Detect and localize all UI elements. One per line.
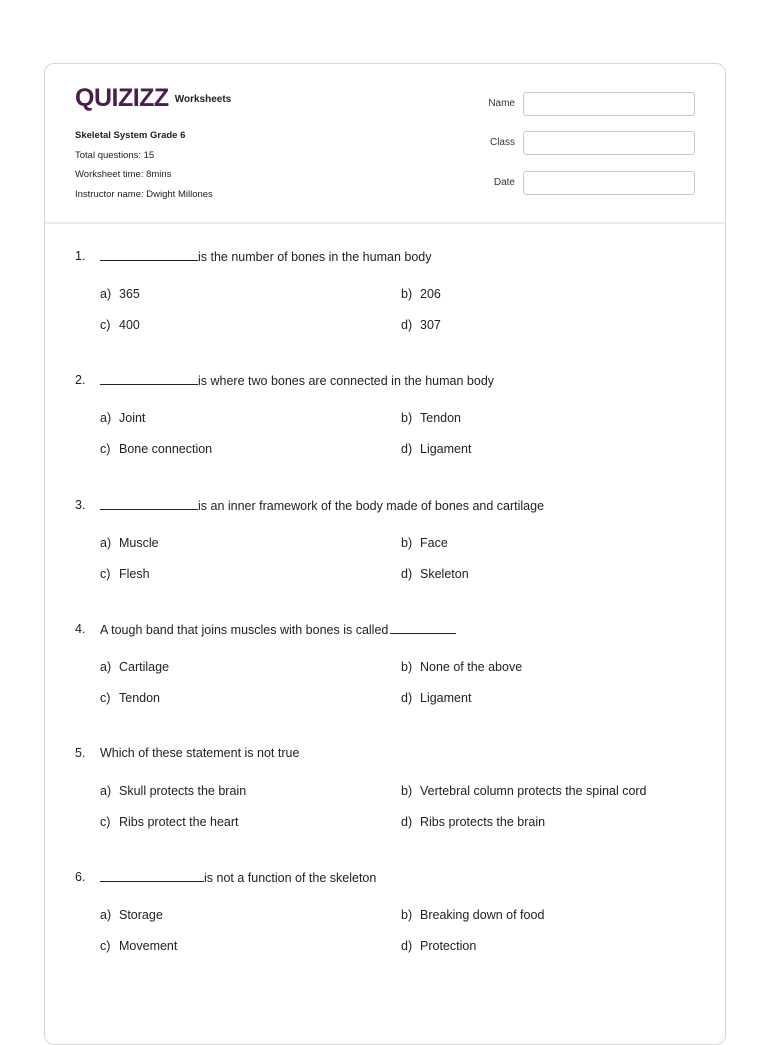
option-c[interactable]: c) Ribs protect the heart <box>100 815 239 830</box>
option-d[interactable]: d) Protection <box>401 939 477 954</box>
worksheet-page <box>44 63 726 1045</box>
class-input[interactable] <box>523 131 695 155</box>
option-d[interactable]: d) 307 <box>401 318 441 332</box>
class-label: Class <box>489 137 515 148</box>
option-b[interactable]: b) None of the above <box>401 659 523 674</box>
option-b[interactable]: b) Vertebral column protects the spinal cord <box>401 784 647 799</box>
question-number: 5. <box>75 746 86 761</box>
date-label: Date <box>493 177 515 188</box>
option-a[interactable]: a) 365 <box>100 287 140 301</box>
date-field <box>445 171 695 195</box>
question-5 <box>75 743 695 867</box>
question-number: 3. <box>75 497 86 512</box>
name-field <box>445 92 695 116</box>
option-d[interactable]: d) Ligament <box>401 442 472 457</box>
option-b[interactable]: b) Face <box>401 535 448 550</box>
question-text: is not a function of the skeleton <box>100 867 376 888</box>
worksheet-title: Skeletal System Grade 6 <box>75 130 186 141</box>
question-text: A tough band that joins muscles with bones is called <box>100 619 456 640</box>
total-questions: Total questions: 15 <box>75 149 155 161</box>
question-text: Which of these statement is not true <box>100 746 300 761</box>
option-b[interactable]: b) Breaking down of food <box>401 908 545 923</box>
answer-blank <box>100 246 198 261</box>
question-number: 4. <box>75 621 86 636</box>
question-3 <box>75 495 695 619</box>
option-c[interactable]: c) Bone connection <box>100 442 213 457</box>
option-b[interactable]: b) Tendon <box>401 411 462 426</box>
name-input[interactable] <box>523 92 695 116</box>
option-c[interactable]: c) Tendon <box>100 690 161 705</box>
option-d[interactable]: d) Ribs protects the brain <box>401 815 546 830</box>
class-field <box>445 131 695 155</box>
answer-blank <box>100 495 198 510</box>
question-2 <box>75 370 695 494</box>
question-4 <box>75 619 695 743</box>
name-label: Name <box>488 98 515 109</box>
question-list <box>75 246 695 992</box>
logo-wordmark: QUIZIZZ <box>75 84 169 112</box>
answer-blank <box>100 867 204 882</box>
option-a[interactable]: a) Joint <box>100 411 146 426</box>
worksheet-header <box>45 64 725 224</box>
answer-blank <box>390 619 456 634</box>
option-d[interactable]: d) Skeleton <box>401 566 469 581</box>
date-input[interactable] <box>523 171 695 195</box>
option-d[interactable]: d) Ligament <box>401 690 472 705</box>
option-c[interactable]: c) 400 <box>100 318 140 332</box>
option-a[interactable]: a) Muscle <box>100 535 159 550</box>
option-a[interactable]: a) Skull protects the brain <box>100 784 247 799</box>
question-1 <box>75 246 695 370</box>
option-c[interactable]: c) Flesh <box>100 566 150 581</box>
question-6 <box>75 867 695 991</box>
quizizz-logo <box>75 84 231 112</box>
worksheet-info <box>75 126 213 204</box>
option-a[interactable]: a) Cartilage <box>100 659 170 674</box>
option-a[interactable]: a) Storage <box>100 908 163 923</box>
option-b[interactable]: b) 206 <box>401 287 441 301</box>
question-text: is an inner framework of the body made of bones and cartilage <box>100 495 544 516</box>
worksheet-time: Worksheet time: 8mins <box>75 169 172 180</box>
logo-subtitle: Worksheets <box>174 94 232 105</box>
answer-blank <box>100 370 198 385</box>
question-number: 6. <box>75 870 86 885</box>
question-text: is the number of bones in the human body <box>100 246 431 267</box>
question-number: 2. <box>75 373 86 388</box>
question-text: is where two bones are connected in the human body <box>100 370 494 391</box>
option-c[interactable]: c) Movement <box>100 939 178 954</box>
question-number: 1. <box>75 249 86 263</box>
instructor-name: Instructor name: Dwight Millones <box>75 188 213 200</box>
